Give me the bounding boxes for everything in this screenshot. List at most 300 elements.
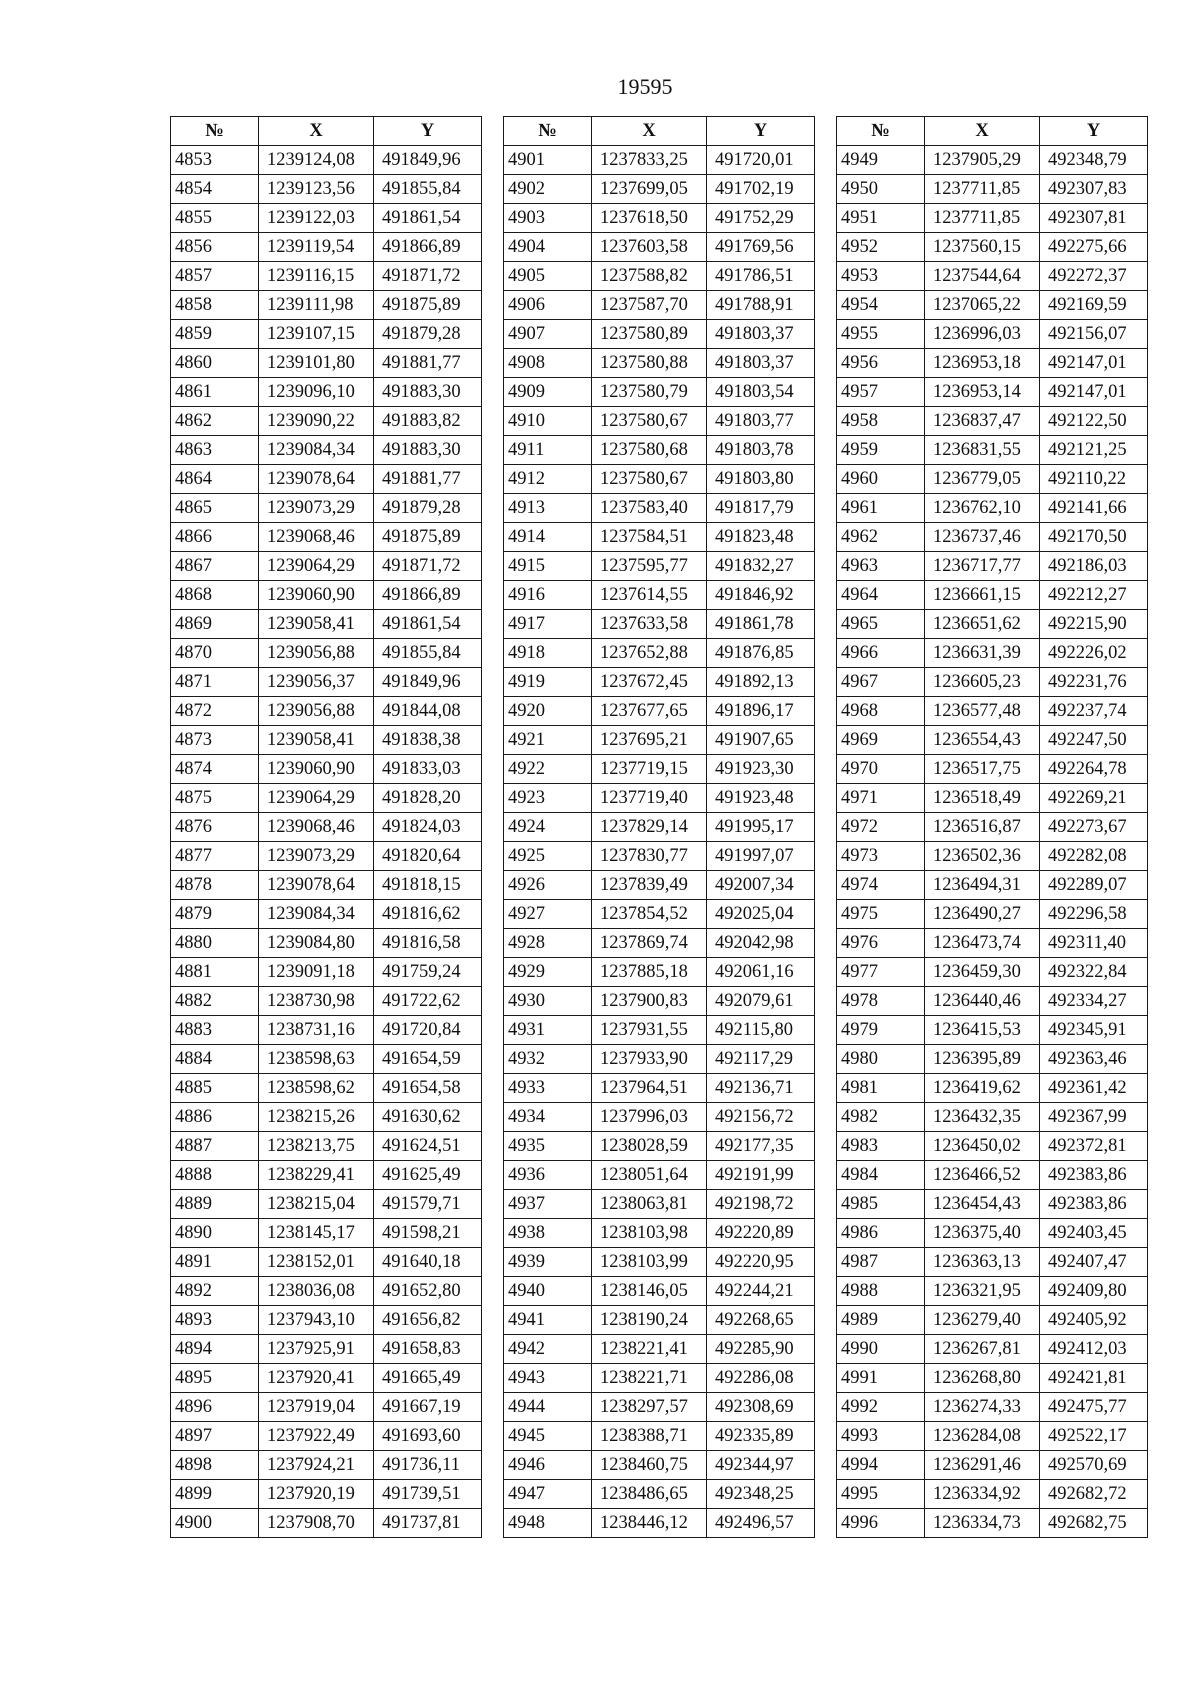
y-coordinate-cell: 491739,51 (374, 1480, 482, 1509)
table-row (504, 378, 815, 407)
x-coordinate-cell: 1239078,64 (259, 871, 374, 900)
y-coordinate-cell: 491786,51 (707, 262, 815, 291)
table-row (171, 436, 482, 465)
point-number-cell: 4938 (504, 1219, 592, 1248)
y-coordinate-cell: 491737,81 (374, 1509, 482, 1538)
point-number-cell: 4888 (171, 1161, 259, 1190)
x-coordinate-cell: 1237588,82 (592, 262, 707, 291)
point-number-cell: 4856 (171, 233, 259, 262)
point-number-cell: 4915 (504, 552, 592, 581)
header-number: № (171, 117, 259, 146)
y-coordinate-cell: 491923,48 (707, 784, 815, 813)
x-coordinate-cell: 1236274,33 (925, 1393, 1040, 1422)
x-coordinate-cell: 1236737,46 (925, 523, 1040, 552)
y-coordinate-cell: 492348,79 (1040, 146, 1148, 175)
point-number-cell: 4900 (171, 1509, 259, 1538)
x-coordinate-cell: 1238486,65 (592, 1480, 707, 1509)
x-coordinate-cell: 1237614,55 (592, 581, 707, 610)
table-row (171, 1422, 482, 1451)
x-coordinate-cell: 1236953,14 (925, 378, 1040, 407)
table-row (504, 668, 815, 697)
x-coordinate-cell: 1238215,04 (259, 1190, 374, 1219)
table-row (504, 1219, 815, 1248)
point-number-cell: 4996 (837, 1509, 925, 1538)
x-coordinate-cell: 1237925,91 (259, 1335, 374, 1364)
y-coordinate-cell: 492226,02 (1040, 639, 1148, 668)
x-coordinate-cell: 1237919,04 (259, 1393, 374, 1422)
point-number-cell: 4945 (504, 1422, 592, 1451)
point-number-cell: 4913 (504, 494, 592, 523)
x-coordinate-cell: 1239096,10 (259, 378, 374, 407)
table-row (504, 349, 815, 378)
y-coordinate-cell: 492383,86 (1040, 1161, 1148, 1190)
y-coordinate-cell: 491658,83 (374, 1335, 482, 1364)
table-row (504, 204, 815, 233)
table-row (171, 146, 482, 175)
y-coordinate-cell: 491823,48 (707, 523, 815, 552)
y-coordinate-cell: 492407,47 (1040, 1248, 1148, 1277)
point-number-cell: 4958 (837, 407, 925, 436)
y-coordinate-cell: 491818,15 (374, 871, 482, 900)
table-row (504, 871, 815, 900)
point-number-cell: 4986 (837, 1219, 925, 1248)
point-number-cell: 4920 (504, 697, 592, 726)
table-row (837, 929, 1148, 958)
x-coordinate-cell: 1237931,55 (592, 1016, 707, 1045)
y-coordinate-cell: 491883,82 (374, 407, 482, 436)
x-coordinate-cell: 1239116,15 (259, 262, 374, 291)
x-coordinate-cell: 1236419,62 (925, 1074, 1040, 1103)
y-coordinate-cell: 492311,40 (1040, 929, 1148, 958)
y-coordinate-cell: 491849,96 (374, 146, 482, 175)
x-coordinate-cell: 1236291,46 (925, 1451, 1040, 1480)
coordinate-table-3 (836, 116, 1148, 1538)
point-number-cell: 4957 (837, 378, 925, 407)
table-row (504, 1161, 815, 1190)
page-number: 19595 (617, 74, 673, 99)
y-coordinate-cell: 491846,92 (707, 581, 815, 610)
table-row (837, 987, 1148, 1016)
table-row (837, 204, 1148, 233)
point-number-cell: 4948 (504, 1509, 592, 1538)
x-coordinate-cell: 1236605,23 (925, 668, 1040, 697)
table-header-row (504, 117, 815, 146)
point-number-cell: 4904 (504, 233, 592, 262)
y-coordinate-cell: 492244,21 (707, 1277, 815, 1306)
point-number-cell: 4932 (504, 1045, 592, 1074)
y-coordinate-cell: 492409,80 (1040, 1277, 1148, 1306)
point-number-cell: 4905 (504, 262, 592, 291)
table-row (504, 494, 815, 523)
x-coordinate-cell: 1237580,68 (592, 436, 707, 465)
table-row (837, 320, 1148, 349)
y-coordinate-cell: 491861,54 (374, 204, 482, 233)
x-coordinate-cell: 1237587,70 (592, 291, 707, 320)
table-row (837, 407, 1148, 436)
y-coordinate-cell: 492117,29 (707, 1045, 815, 1074)
y-coordinate-cell: 492334,27 (1040, 987, 1148, 1016)
y-coordinate-cell: 491861,78 (707, 610, 815, 639)
point-number-cell: 4906 (504, 291, 592, 320)
table-row (837, 871, 1148, 900)
table-row (504, 900, 815, 929)
x-coordinate-cell: 1237830,77 (592, 842, 707, 871)
y-coordinate-cell: 492682,75 (1040, 1509, 1148, 1538)
x-coordinate-cell: 1236268,80 (925, 1364, 1040, 1393)
header-y: Y (374, 117, 482, 146)
table-row (837, 1248, 1148, 1277)
x-coordinate-cell: 1237885,18 (592, 958, 707, 987)
y-coordinate-cell: 491871,72 (374, 262, 482, 291)
x-coordinate-cell: 1237920,19 (259, 1480, 374, 1509)
x-coordinate-cell: 1236321,95 (925, 1277, 1040, 1306)
point-number-cell: 4896 (171, 1393, 259, 1422)
y-coordinate-cell: 491820,64 (374, 842, 482, 871)
point-number-cell: 4887 (171, 1132, 259, 1161)
point-number-cell: 4989 (837, 1306, 925, 1335)
x-coordinate-cell: 1237964,51 (592, 1074, 707, 1103)
table-row (504, 523, 815, 552)
y-coordinate-cell: 492169,59 (1040, 291, 1148, 320)
x-coordinate-cell: 1236466,52 (925, 1161, 1040, 1190)
point-number-cell: 4881 (171, 958, 259, 987)
table-row (171, 726, 482, 755)
point-number-cell: 4988 (837, 1277, 925, 1306)
point-number-cell: 4907 (504, 320, 592, 349)
x-coordinate-cell: 1239060,90 (259, 755, 374, 784)
table-row (171, 581, 482, 610)
table-row (504, 639, 815, 668)
table-row (171, 494, 482, 523)
y-coordinate-cell: 491788,91 (707, 291, 815, 320)
x-coordinate-cell: 1236651,62 (925, 610, 1040, 639)
y-coordinate-cell: 492496,57 (707, 1509, 815, 1538)
x-coordinate-cell: 1236996,03 (925, 320, 1040, 349)
x-coordinate-cell: 1236284,08 (925, 1422, 1040, 1451)
table-row (504, 987, 815, 1016)
point-number-cell: 4877 (171, 842, 259, 871)
x-coordinate-cell: 1237869,74 (592, 929, 707, 958)
y-coordinate-cell: 491598,21 (374, 1219, 482, 1248)
table-row (837, 900, 1148, 929)
point-number-cell: 4937 (504, 1190, 592, 1219)
table-row (171, 697, 482, 726)
y-coordinate-cell: 491832,27 (707, 552, 815, 581)
point-number-cell: 4865 (171, 494, 259, 523)
point-number-cell: 4853 (171, 146, 259, 175)
table-row (504, 1393, 815, 1422)
y-coordinate-cell: 492345,91 (1040, 1016, 1148, 1045)
x-coordinate-cell: 1236490,27 (925, 900, 1040, 929)
point-number-cell: 4960 (837, 465, 925, 494)
point-number-cell: 4927 (504, 900, 592, 929)
header-x: X (925, 117, 1040, 146)
x-coordinate-cell: 1238146,05 (592, 1277, 707, 1306)
table-row (171, 291, 482, 320)
table-row (504, 407, 815, 436)
x-coordinate-cell: 1239056,88 (259, 697, 374, 726)
table-row (837, 1422, 1148, 1451)
y-coordinate-cell: 492273,67 (1040, 813, 1148, 842)
table-row (837, 639, 1148, 668)
point-number-cell: 4908 (504, 349, 592, 378)
point-number-cell: 4968 (837, 697, 925, 726)
point-number-cell: 4860 (171, 349, 259, 378)
y-coordinate-cell: 491855,84 (374, 639, 482, 668)
x-coordinate-cell: 1237719,40 (592, 784, 707, 813)
point-number-cell: 4879 (171, 900, 259, 929)
point-number-cell: 4878 (171, 871, 259, 900)
x-coordinate-cell: 1239056,88 (259, 639, 374, 668)
x-coordinate-cell: 1237595,77 (592, 552, 707, 581)
x-coordinate-cell: 1236554,43 (925, 726, 1040, 755)
x-coordinate-cell: 1239056,37 (259, 668, 374, 697)
y-coordinate-cell: 492110,22 (1040, 465, 1148, 494)
point-number-cell: 4897 (171, 1422, 259, 1451)
y-coordinate-cell: 491630,62 (374, 1103, 482, 1132)
point-number-cell: 4944 (504, 1393, 592, 1422)
point-number-cell: 4935 (504, 1132, 592, 1161)
table-row (837, 813, 1148, 842)
x-coordinate-cell: 1239091,18 (259, 958, 374, 987)
y-coordinate-cell: 491656,82 (374, 1306, 482, 1335)
point-number-cell: 4930 (504, 987, 592, 1016)
table-row (171, 262, 482, 291)
table-row (504, 813, 815, 842)
point-number-cell: 4884 (171, 1045, 259, 1074)
point-number-cell: 4963 (837, 552, 925, 581)
point-number-cell: 4854 (171, 175, 259, 204)
table-row (504, 958, 815, 987)
point-number-cell: 4984 (837, 1161, 925, 1190)
y-coordinate-cell: 491824,03 (374, 813, 482, 842)
table-row (504, 784, 815, 813)
table-row (171, 1132, 482, 1161)
table-row (171, 1045, 482, 1074)
table-row (171, 465, 482, 494)
point-number-cell: 4994 (837, 1451, 925, 1480)
point-number-cell: 4972 (837, 813, 925, 842)
y-coordinate-cell: 491881,77 (374, 349, 482, 378)
x-coordinate-cell: 1237839,49 (592, 871, 707, 900)
point-number-cell: 4943 (504, 1364, 592, 1393)
table-row (504, 929, 815, 958)
y-coordinate-cell: 492264,78 (1040, 755, 1148, 784)
point-number-cell: 4923 (504, 784, 592, 813)
y-coordinate-cell: 491907,65 (707, 726, 815, 755)
point-number-cell: 4882 (171, 987, 259, 1016)
point-number-cell: 4871 (171, 668, 259, 697)
x-coordinate-cell: 1239111,98 (259, 291, 374, 320)
table-row (837, 494, 1148, 523)
y-coordinate-cell: 492156,07 (1040, 320, 1148, 349)
x-coordinate-cell: 1238297,57 (592, 1393, 707, 1422)
x-coordinate-cell: 1238598,62 (259, 1074, 374, 1103)
table-row (171, 1219, 482, 1248)
x-coordinate-cell: 1237695,21 (592, 726, 707, 755)
y-coordinate-cell: 492079,61 (707, 987, 815, 1016)
y-coordinate-cell: 491579,71 (374, 1190, 482, 1219)
point-number-cell: 4902 (504, 175, 592, 204)
point-number-cell: 4985 (837, 1190, 925, 1219)
table-row (171, 900, 482, 929)
point-number-cell: 4921 (504, 726, 592, 755)
table-row (171, 987, 482, 1016)
y-coordinate-cell: 492363,46 (1040, 1045, 1148, 1074)
x-coordinate-cell: 1238215,26 (259, 1103, 374, 1132)
y-coordinate-cell: 492215,90 (1040, 610, 1148, 639)
table-row (837, 726, 1148, 755)
y-coordinate-cell: 492682,72 (1040, 1480, 1148, 1509)
y-coordinate-cell: 491995,17 (707, 813, 815, 842)
x-coordinate-cell: 1239064,29 (259, 784, 374, 813)
x-coordinate-cell: 1236450,02 (925, 1132, 1040, 1161)
table-row (837, 1509, 1148, 1538)
x-coordinate-cell: 1236953,18 (925, 349, 1040, 378)
x-coordinate-cell: 1236516,87 (925, 813, 1040, 842)
y-coordinate-cell: 492115,80 (707, 1016, 815, 1045)
point-number-cell: 4933 (504, 1074, 592, 1103)
table-row (171, 378, 482, 407)
x-coordinate-cell: 1239073,29 (259, 494, 374, 523)
y-coordinate-cell: 491667,19 (374, 1393, 482, 1422)
point-number-cell: 4954 (837, 291, 925, 320)
table-row (837, 958, 1148, 987)
table-row (837, 668, 1148, 697)
point-number-cell: 4855 (171, 204, 259, 233)
x-coordinate-cell: 1238731,16 (259, 1016, 374, 1045)
x-coordinate-cell: 1239124,08 (259, 146, 374, 175)
table-row (504, 1132, 815, 1161)
y-coordinate-cell: 491654,59 (374, 1045, 482, 1074)
table-row (837, 581, 1148, 610)
y-coordinate-cell: 492367,99 (1040, 1103, 1148, 1132)
y-coordinate-cell: 491828,20 (374, 784, 482, 813)
table-row (504, 1277, 815, 1306)
table-row (504, 1422, 815, 1451)
table-row (837, 1103, 1148, 1132)
y-coordinate-cell: 492286,08 (707, 1364, 815, 1393)
point-number-cell: 4974 (837, 871, 925, 900)
x-coordinate-cell: 1239068,46 (259, 523, 374, 552)
point-number-cell: 4970 (837, 755, 925, 784)
point-number-cell: 4857 (171, 262, 259, 291)
y-coordinate-cell: 492212,27 (1040, 581, 1148, 610)
x-coordinate-cell: 1236837,47 (925, 407, 1040, 436)
x-coordinate-cell: 1238036,08 (259, 1277, 374, 1306)
x-coordinate-cell: 1237854,52 (592, 900, 707, 929)
y-coordinate-cell: 492522,17 (1040, 1422, 1148, 1451)
y-coordinate-cell: 492237,74 (1040, 697, 1148, 726)
point-number-cell: 4898 (171, 1451, 259, 1480)
x-coordinate-cell: 1239101,80 (259, 349, 374, 378)
x-coordinate-cell: 1238598,63 (259, 1045, 374, 1074)
point-number-cell: 4929 (504, 958, 592, 987)
y-coordinate-cell: 491803,80 (707, 465, 815, 494)
header-number: № (504, 117, 592, 146)
y-coordinate-cell: 491866,89 (374, 233, 482, 262)
table-row (504, 1074, 815, 1103)
point-number-cell: 4940 (504, 1277, 592, 1306)
point-number-cell: 4861 (171, 378, 259, 407)
y-coordinate-cell: 491816,62 (374, 900, 482, 929)
table-row (504, 610, 815, 639)
header-y: Y (707, 117, 815, 146)
x-coordinate-cell: 1238145,17 (259, 1219, 374, 1248)
x-coordinate-cell: 1239064,29 (259, 552, 374, 581)
y-coordinate-cell: 492361,42 (1040, 1074, 1148, 1103)
x-coordinate-cell: 1236375,40 (925, 1219, 1040, 1248)
x-coordinate-cell: 1238051,64 (592, 1161, 707, 1190)
x-coordinate-cell: 1237065,22 (925, 291, 1040, 320)
x-coordinate-cell: 1236415,53 (925, 1016, 1040, 1045)
point-number-cell: 4947 (504, 1480, 592, 1509)
x-coordinate-cell: 1237920,41 (259, 1364, 374, 1393)
point-number-cell: 4949 (837, 146, 925, 175)
coordinate-table-2 (503, 116, 815, 1538)
table-row (504, 1045, 815, 1074)
table-row (504, 1480, 815, 1509)
y-coordinate-cell: 491803,78 (707, 436, 815, 465)
point-number-cell: 4918 (504, 639, 592, 668)
x-coordinate-cell: 1236502,36 (925, 842, 1040, 871)
table-row (171, 320, 482, 349)
table-row (171, 668, 482, 697)
table-row (837, 1016, 1148, 1045)
table-row (171, 1074, 482, 1103)
table-row (837, 1277, 1148, 1306)
point-number-cell: 4909 (504, 378, 592, 407)
y-coordinate-cell: 491883,30 (374, 436, 482, 465)
table-row (504, 436, 815, 465)
table-row (504, 726, 815, 755)
y-coordinate-cell: 491769,56 (707, 233, 815, 262)
point-number-cell: 4874 (171, 755, 259, 784)
y-coordinate-cell: 491654,58 (374, 1074, 482, 1103)
table-row (171, 639, 482, 668)
point-number-cell: 4992 (837, 1393, 925, 1422)
y-coordinate-cell: 492412,03 (1040, 1335, 1148, 1364)
y-coordinate-cell: 491640,18 (374, 1248, 482, 1277)
y-coordinate-cell: 492348,25 (707, 1480, 815, 1509)
x-coordinate-cell: 1238388,71 (592, 1422, 707, 1451)
point-number-cell: 4973 (837, 842, 925, 871)
point-number-cell: 4901 (504, 146, 592, 175)
table-row (837, 349, 1148, 378)
point-number-cell: 4912 (504, 465, 592, 494)
point-number-cell: 4977 (837, 958, 925, 987)
point-number-cell: 4858 (171, 291, 259, 320)
y-coordinate-cell: 492121,25 (1040, 436, 1148, 465)
table-row (171, 1480, 482, 1509)
y-coordinate-cell: 491875,89 (374, 291, 482, 320)
point-number-cell: 4910 (504, 407, 592, 436)
y-coordinate-cell: 491855,84 (374, 175, 482, 204)
table-row (504, 146, 815, 175)
point-number-cell: 4946 (504, 1451, 592, 1480)
point-number-cell: 4950 (837, 175, 925, 204)
point-number-cell: 4975 (837, 900, 925, 929)
point-number-cell: 4953 (837, 262, 925, 291)
x-coordinate-cell: 1237618,50 (592, 204, 707, 233)
table-row (171, 755, 482, 784)
x-coordinate-cell: 1237908,70 (259, 1509, 374, 1538)
point-number-cell: 4967 (837, 668, 925, 697)
point-number-cell: 4969 (837, 726, 925, 755)
y-coordinate-cell: 492570,69 (1040, 1451, 1148, 1480)
y-coordinate-cell: 491736,11 (374, 1451, 482, 1480)
x-coordinate-cell: 1236631,39 (925, 639, 1040, 668)
